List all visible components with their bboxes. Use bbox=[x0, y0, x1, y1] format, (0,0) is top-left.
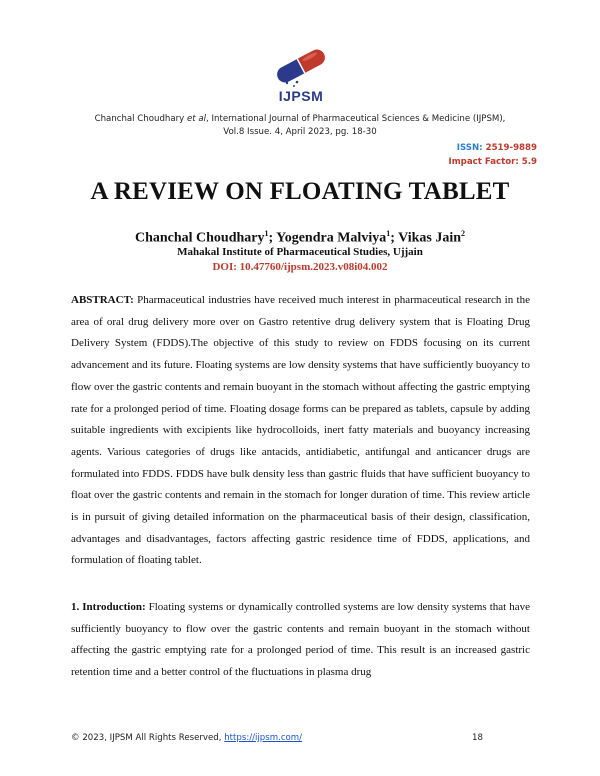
introduction-paragraph bbox=[71, 597, 530, 684]
logo-wordmark: IJPSM bbox=[278, 88, 324, 104]
page-number: 18 bbox=[472, 733, 483, 743]
capsule-logo-icon bbox=[261, 40, 341, 88]
issn-line bbox=[457, 143, 537, 153]
journal-link[interactable]: https://ijpsm.com/ bbox=[224, 733, 303, 743]
paper-title: A REVIEW ON FLOATING TABLET bbox=[90, 178, 510, 205]
abstract-label: ABSTRACT: bbox=[71, 294, 134, 306]
affiliation: Mahakal Institute of Pharmaceutical Studies, Ujjain bbox=[177, 246, 423, 258]
impact-factor: Impact Factor: 5.9 bbox=[448, 157, 537, 167]
citation-author: Chanchal Choudhary bbox=[94, 114, 185, 124]
issn-value: 2519-9889 bbox=[482, 143, 537, 153]
author-separator: ; bbox=[268, 230, 277, 246]
introduction-text: Floating systems or dynamically controlled systems are low density systems that have sufficiently buoyancy to flow over the gastric contents and remain buoyant in the stomach without affecting the gastric emptying rate for a prolonged period of time. This result is an increased gastric retention time and a better control of the fluctuations in plasma drug bbox=[71, 601, 530, 679]
citation-line-1 bbox=[60, 113, 540, 126]
author-1-affiliation: 1 bbox=[264, 229, 269, 238]
author-1: Chanchal Choudhary bbox=[134, 230, 265, 246]
author-separator: ; bbox=[390, 230, 399, 246]
author-2-affiliation: 1 bbox=[386, 229, 391, 238]
citation-journal: , International Journal of Pharmaceutical Sciences & Medicine (IJPSM), bbox=[206, 114, 506, 124]
author-list bbox=[0, 229, 600, 247]
citation-etal: et al bbox=[186, 114, 207, 124]
copyright-text: © 2023, IJPSM All Rights Reserved, bbox=[71, 733, 225, 743]
journal-logo bbox=[261, 40, 341, 110]
abstract-text: Pharmaceutical industries have received much interest in pharmaceutical research in the area of oral drug delivery more over on Gastro retentive drug delivery system that is Floating Drug Delivery System (FDDS).The objective of this study to review on FDDS focusing on its current advancement and its future. Floating systems are low density systems that have sufficiently buoyancy to flow over the gastric contents and remain buoyant in the stomach without affecting the gastric emptying rate for a prolonged period of time. Floating dosage forms can be prepared as tablets, capsule by adding suitable ingredients with excipients like hydrocolloids, inert fatty materials and buoyancy increasing agents. Various categories of drugs like antacids, antidiabetic, antifungal and anticancer drugs are formulated into FDDS. FDDS have bulk density less than gastric fluids that have sufficient buoyancy to float over the gastric contents and remain in the stomach for longer duration of time. This review article is in pursuit of giving detailed information on the pharmaceutical basis of their design, classification, advantages and disadvantages, factors affecting gastric residence time of FDDS, applications, and formulation of floating tablet. bbox=[71, 294, 530, 567]
author-3-affiliation: 2 bbox=[461, 229, 466, 238]
page-footer bbox=[71, 733, 501, 743]
introduction-heading: 1. Introduction: bbox=[71, 601, 146, 613]
citation-line-2: Vol.8 Issue. 4, April 2023, pg. 18-30 bbox=[223, 127, 377, 137]
abstract-paragraph bbox=[71, 290, 530, 572]
issn-label: ISSN: bbox=[456, 143, 483, 153]
author-2: Yogendra Malviya bbox=[276, 230, 387, 246]
author-3: Vikas Jain bbox=[398, 230, 462, 246]
citation-header bbox=[60, 113, 540, 139]
issn-block bbox=[449, 141, 537, 169]
doi[interactable]: DOI: 10.47760/ijpsm.2023.v08i04.002 bbox=[212, 261, 388, 273]
